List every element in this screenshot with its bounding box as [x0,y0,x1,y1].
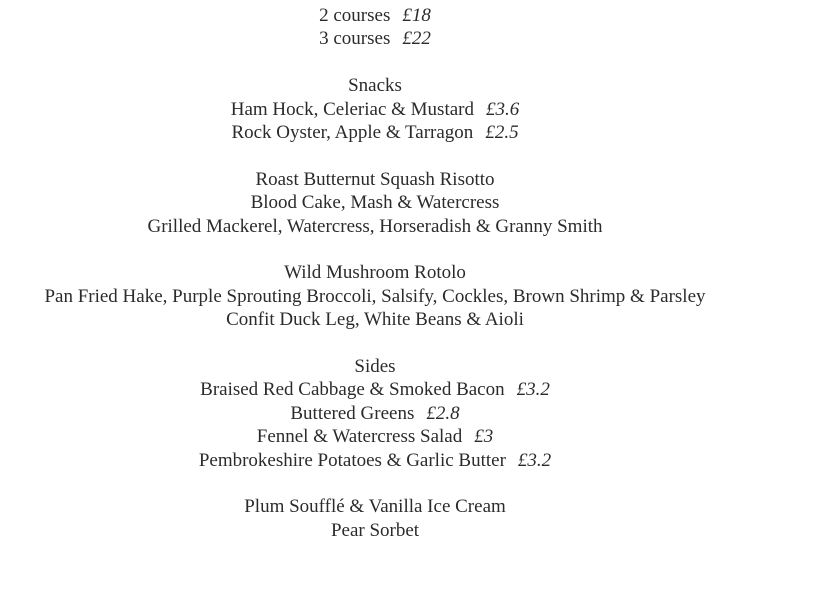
item-name: Buttered Greens [290,402,415,424]
menu-document [0,4,750,542]
section-spacer [0,332,750,355]
item-name: Rock Oyster, Apple & Tarragon [231,122,474,144]
snacks-heading: Snacks [348,75,402,97]
menu-item-side [0,378,750,401]
menu-item-starter: Blood Cake, Mash & Watercress [250,192,500,214]
menu-item-starter: Grilled Mackerel, Watercress, Horseradish & Granny Smith [147,215,603,237]
menu-item-side [0,402,750,425]
menu-item-side [0,425,750,448]
menu-item-side [0,449,750,472]
section-spacer [0,238,750,261]
course-label: 3 courses [319,28,391,50]
menu-item-dessert: Plum Soufflé & Vanilla Ice Cream [244,496,506,518]
course-price: £18 [402,5,431,26]
course-price: £22 [402,28,431,50]
item-price: £3.6 [485,98,520,120]
item-price: £3 [474,426,494,448]
item-price: £2.5 [485,122,519,144]
item-name: Fennel & Watercress Salad [256,426,463,448]
item-price: £3.2 [517,449,552,471]
menu-item-main: Confit Duck Leg, White Beans & Aioli [226,309,524,331]
menu-item-snack [0,121,750,144]
price-line-2-courses [0,4,750,27]
item-name: Pembrokeshire Potatoes & Garlic Butter [198,449,506,471]
course-label: 2 courses [319,5,391,26]
item-price: £2.8 [426,402,460,424]
menu-item-main: Wild Mushroom Rotolo [284,262,466,284]
section-spacer [0,472,750,495]
price-line-3-courses [0,27,750,50]
menu-item-starter: Roast Butternut Squash Risotto [255,168,495,190]
item-name: Ham Hock, Celeriac & Mustard [230,98,474,120]
section-spacer [0,51,750,74]
menu-item-snack [0,98,750,121]
menu-item-main: Pan Fried Hake, Purple Sprouting Broccoli, Salsify, Cockles, Brown Shrimp & Parsley [44,285,706,307]
item-price: £3.2 [516,379,550,401]
menu-item-dessert: Pear Sorbet [330,519,420,541]
sides-heading: Sides [354,356,396,378]
section-spacer [0,144,750,167]
item-name: Braised Red Cabbage & Smoked Bacon [200,379,505,401]
